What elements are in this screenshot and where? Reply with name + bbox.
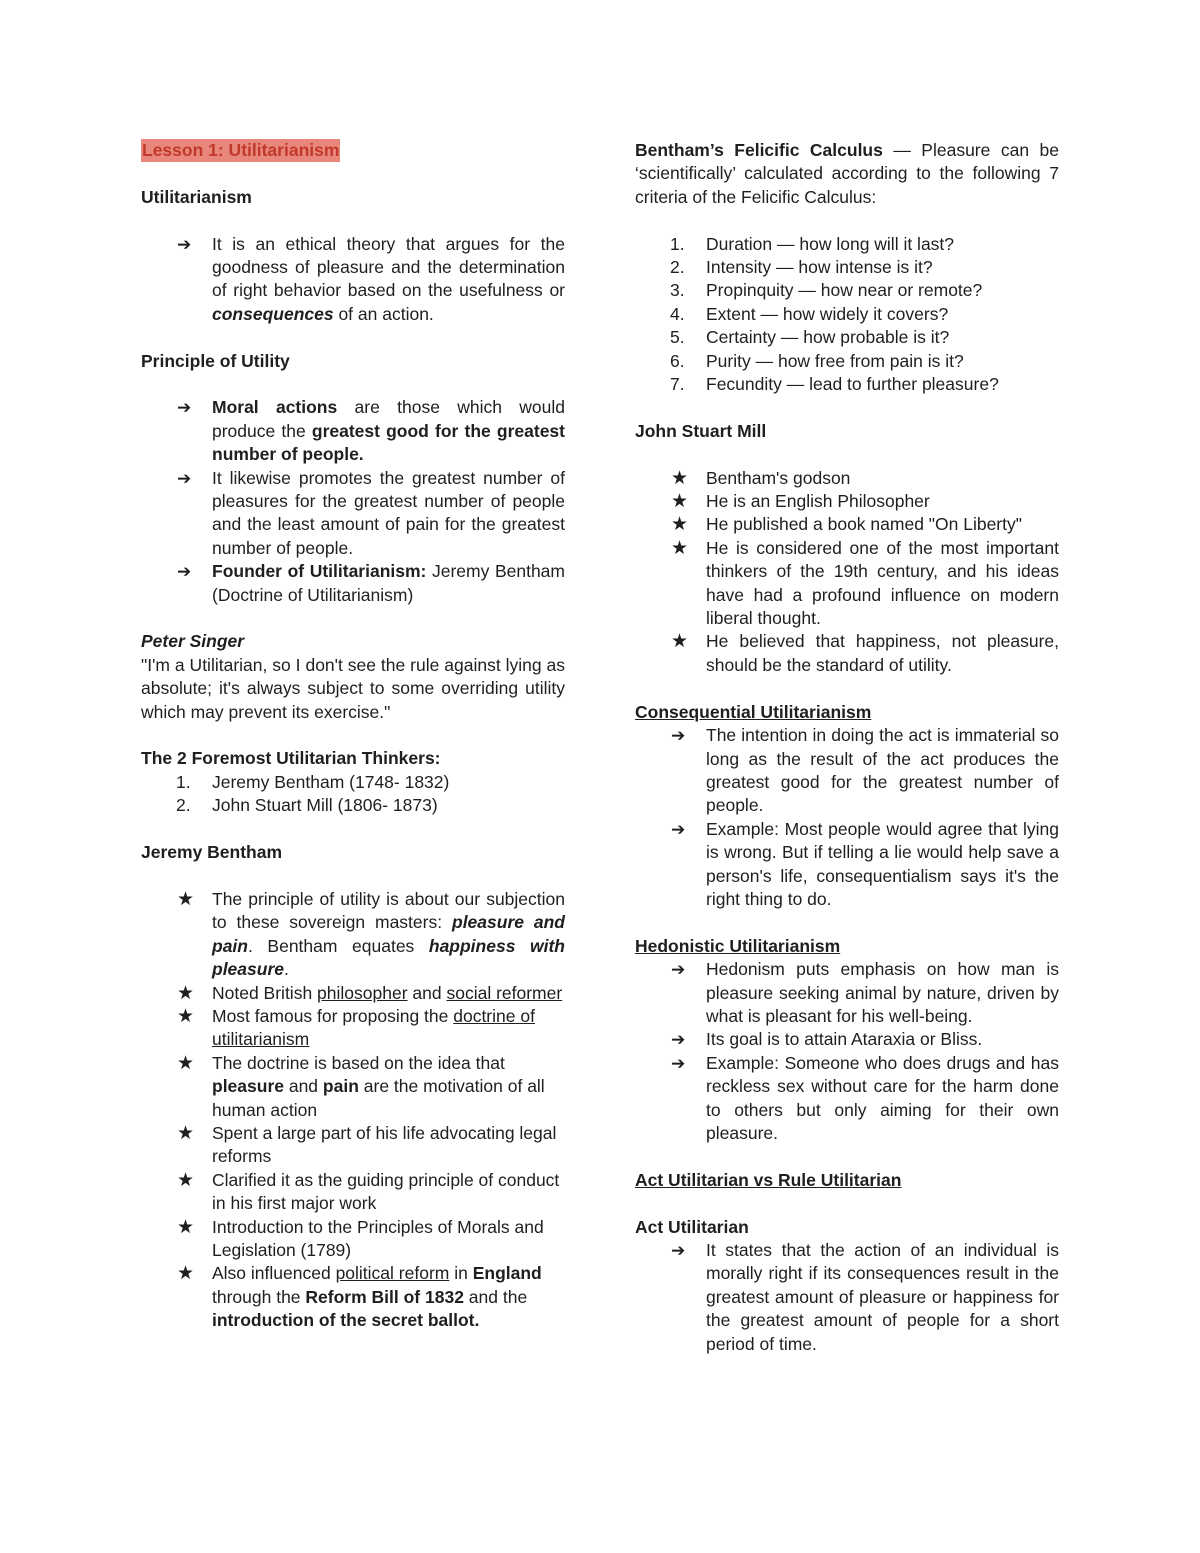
calculus-item: 7. Fecundity — lead to further pleasure? <box>670 374 999 395</box>
thinkers-heading: The 2 Foremost Utilitarian Thinkers: <box>141 748 441 769</box>
list-item: ★ The principle of utility is about our subjection to these sovereign masters: pleasure and pain. Bentham equates happiness with pleasure. <box>177 888 565 980</box>
star-icon: ★ <box>671 467 689 489</box>
singer-quote: "I'm a Utilitarian, so I don't see the rule against lying as absolute; it's always subject to some overriding utility which may prevent its exercise." <box>141 654 565 722</box>
star-icon: ★ <box>177 888 195 910</box>
list-item: ★ Spent a large part of his life advocating legal reforms <box>177 1122 557 1167</box>
star-icon: ★ <box>177 1263 195 1285</box>
star-icon: ★ <box>177 1122 195 1144</box>
arrow-icon: ➔ <box>671 819 686 839</box>
right-column <box>635 139 1059 1356</box>
list-item: 1. Jeremy Bentham (1748- 1832) <box>176 771 450 792</box>
list-item: ★ Noted British philosopher and social reformer <box>177 982 563 1004</box>
star-icon: ★ <box>177 1169 195 1191</box>
calculus-item: 3. Propinquity — how near or remote? <box>670 280 983 301</box>
list-item: ➔ It states that the action of an individual is morally right if its consequences result in the greatest amount of pleasure or happiness for the greatest amount of people for a short period of time. <box>671 1239 1059 1354</box>
calculus-item: 4. Extent — how widely it covers? <box>670 303 949 324</box>
list-item: ➔ Hedonism puts emphasis on how man is pleasure seeking animal by nature, driven by what is pleasant for his well-being. <box>671 959 1059 1026</box>
list-item: ★ Most famous for proposing the doctrine of utilitarianism <box>177 1005 535 1050</box>
consequential-heading: Consequential Utilitarianism <box>635 701 872 722</box>
act-list <box>635 1239 1059 1356</box>
list-item: ➔ Founder of Utilitarianism: Jeremy Bentham (Doctrine of Utilitarianism) <box>177 561 565 605</box>
bentham-heading: Jeremy Bentham <box>141 842 283 863</box>
list-item: ★ Clarified it as the guiding principle of conduct in his first major work <box>177 1169 560 1214</box>
principle-heading: Principle of Utility <box>141 350 290 371</box>
utilitarianism-list <box>141 233 565 327</box>
star-icon: ★ <box>177 1052 195 1074</box>
list-item: ➔ Example: Most people would agree that lying is wrong. But if telling a lie would help save a person's life, consequentialism says it's the right thing to do. <box>671 818 1059 909</box>
star-icon: ★ <box>671 631 689 653</box>
act-vs-rule-heading: Act Utilitarian vs Rule Utilitarian <box>635 1169 902 1190</box>
arrow-icon: ➔ <box>177 468 192 488</box>
principle-list <box>141 396 565 607</box>
calculus-item: 5. Certainty — how probable is it? <box>670 327 950 348</box>
utilitarianism-heading: Utilitarianism <box>141 186 252 207</box>
list-item: 2. John Stuart Mill (1806- 1873) <box>176 795 438 816</box>
list-item: ➔ Its goal is to attain Ataraxia or Bliss. <box>635 1028 1059 1051</box>
list-item: ★ He believed that happiness, not pleasure, should be the standard of utility. <box>671 631 1059 675</box>
star-icon: ★ <box>177 982 195 1004</box>
list-item: ★ The doctrine is based on the idea that pleasure and pain are the motivation of all human action <box>177 1052 545 1120</box>
lesson-title: Lesson 1: Utilitarianism <box>141 139 340 162</box>
calculus-item: 1. Duration — how long will it last? <box>670 233 955 254</box>
act-heading: Act Utilitarian <box>635 1216 749 1237</box>
list-item: ★ He is considered one of the most important thinkers of the 19th century, and his ideas have had a profound influence on modern liberal thought. <box>671 537 1059 629</box>
mill-list <box>635 467 1059 678</box>
arrow-icon: ➔ <box>177 398 192 418</box>
thinkers-list <box>141 771 565 818</box>
star-icon: ★ <box>177 1005 195 1027</box>
arrow-icon: ➔ <box>177 234 192 254</box>
singer-name: Peter Singer <box>141 631 245 652</box>
list-item: ➔ Example: Someone who does drugs and has reckless sex without care for the harm done to others but only aiming for their own pleasure. <box>671 1052 1059 1143</box>
arrow-icon: ➔ <box>671 726 686 746</box>
calculus-item: 2. Intensity — how intense is it? <box>670 257 933 278</box>
arrow-icon: ➔ <box>177 562 192 582</box>
calculus-item: 6. Purity — how free from pain is it? <box>670 350 964 371</box>
arrow-icon: ➔ <box>671 1240 686 1260</box>
bentham-list <box>141 888 565 1333</box>
consequential-list <box>635 724 1059 911</box>
left-column <box>141 139 565 1333</box>
hedonistic-list <box>635 958 1059 1145</box>
star-icon: ★ <box>671 537 689 559</box>
arrow-icon: ➔ <box>671 1053 686 1073</box>
list-item: ★ He is an English Philosopher <box>671 491 930 513</box>
mill-heading: John Stuart Mill <box>635 420 767 441</box>
hedonistic-heading: Hedonistic Utilitarianism <box>635 935 841 956</box>
list-item: ★ He published a book named "On Liberty" <box>671 514 1022 536</box>
list-item: ★ Also influenced political reform in England through the Reform Bill of 1832 and the introduction of the secret ballot. <box>177 1263 542 1331</box>
list-item: ➔ It is an ethical theory that argues for the goodness of pleasure and the determination of right behavior based on the usefulness or consequences of an action. <box>177 233 565 324</box>
arrow-icon: ➔ <box>671 1030 686 1050</box>
star-icon: ★ <box>671 491 689 513</box>
star-icon: ★ <box>177 1216 195 1238</box>
list-item: ★ Bentham's godson <box>671 467 851 489</box>
list-item: ★ Introduction to the Principles of Morals and Legislation (1789) <box>177 1216 544 1260</box>
list-item: ➔ The intention in doing the act is immaterial so long as the result of the act produces the greatest good for the greatest number of people. <box>671 725 1059 816</box>
calculus-heading: Bentham’s Felicific Calculus <box>635 140 883 160</box>
star-icon: ★ <box>671 514 689 536</box>
calculus-list <box>635 233 1059 397</box>
list-item: ➔ It likewise promotes the greatest number of pleasures for the greatest number of people and the least amount of pain for the greatest number of people. <box>177 467 565 558</box>
list-item: ➔ Moral actions are those which would produce the greatest good for the greatest number of people. <box>177 397 565 465</box>
arrow-icon: ➔ <box>671 960 686 980</box>
calculus-paragraph: Bentham’s Felicific Calculus — Pleasure can be ‘scientifically’ calculated according to the following 7 criteria of the Felicific Calculus: <box>635 140 1059 207</box>
